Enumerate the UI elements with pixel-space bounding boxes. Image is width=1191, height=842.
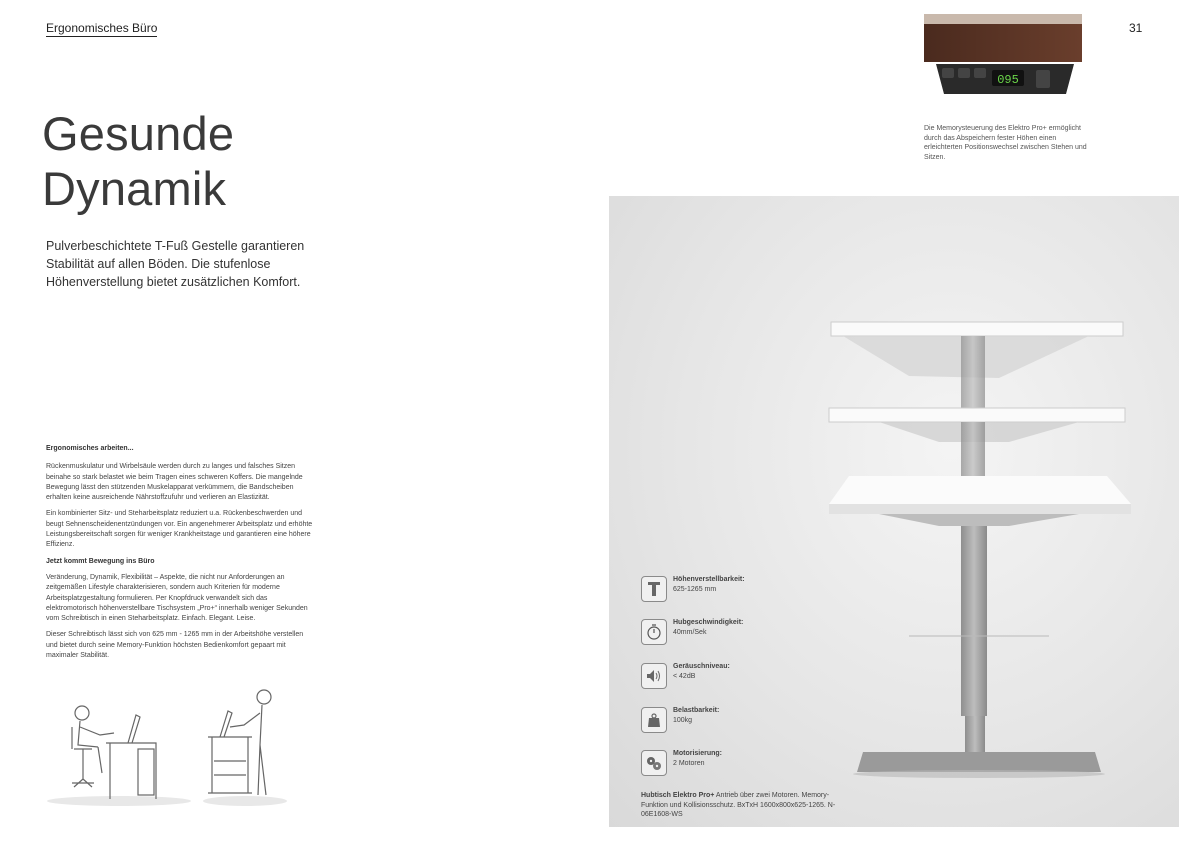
controller-caption: Die Memorysteuerung des Elektro Pro+ ermöglicht durch das Abspeichern fester Höhen einen erleichterten Positionswechsel zwischen Stehen und Sitzen. <box>924 125 1087 161</box>
spec-label: Belastbarkeit: <box>673 707 720 714</box>
spec-value: 100kg <box>673 717 693 724</box>
standing-figure-sketch <box>200 683 290 808</box>
sitting-figure-sketch <box>44 683 194 808</box>
spec-label: Höhenverstellbarkeit: <box>673 576 745 583</box>
body-paragraph-1: Rückenmuskulatur und Wirbelsäule werden durch zu langes und falsches Sitzen beinahe so stark belastet wie beim Tragen eines schweren Koffers. Die mangelnde Bewegung lässt den stützenden Muskelapparat verkümmern, die Bandscheiben erhalten keine ausreichende Nährstoffzufuhr und verlieren an Elastizität. <box>46 463 303 502</box>
desk-illustration <box>609 196 1179 827</box>
weight-icon <box>641 707 667 733</box>
spec-value: 625-1265 mm <box>673 586 717 593</box>
spec-label: Hubgeschwindigkeit: <box>673 619 744 626</box>
spec-value: 40mm/Sek <box>673 629 707 636</box>
product-name: Hubtisch Elektro Pro+ <box>641 792 715 799</box>
body-heading-1: Ergonomisches arbeiten... <box>46 445 134 452</box>
spec-value: < 42dB <box>673 673 696 680</box>
section-label: Ergonomisches Büro <box>46 21 158 35</box>
controller-display: 095 <box>997 73 1019 87</box>
product-caption <box>641 791 841 820</box>
memory-controller-image <box>924 14 1082 96</box>
speaker-icon <box>641 663 667 689</box>
desk-product-photo <box>609 196 1179 827</box>
gears-icon <box>641 750 667 776</box>
body-text <box>46 444 316 667</box>
body-paragraph-4: Dieser Schreibtisch lässt sich von 625 mm - 1265 mm in der Arbeitshöhe verstellen und bietet durch seine Memory-Funktion höchsten Bedienkomfort gepaart mit maximaler Stabilität. <box>46 631 304 660</box>
spec-value: 2 Motoren <box>673 760 705 767</box>
product-description: Antrieb über zwei Motoren. Memory-Funktion und Kollisionsschutz. BxTxH 1600x800x625-1265. N-06E1608-WS <box>641 792 836 818</box>
spec-label: Geräuschniveau: <box>673 663 730 670</box>
body-paragraph-3: Veränderung, Dynamik, Flexibilität – Aspekte, die nicht nur Anforderungen an zeitgemäßen Lifestyle charakterisieren, sondern auch Kriterien für moderne Arbeitsplatzgestaltung formulieren. Per Knopfdruck verwandelt sich das elektromotorisch höhenverstellbare Tischsystem „Pro+“ innerhalb weniger Sekunden vom Schreibtisch in einen Steharbeitsplatz. Einfach. Elegant. Leise. <box>46 573 308 623</box>
spec-label: Motorisierung: <box>673 750 722 757</box>
page-number: 31 <box>1129 21 1143 35</box>
intro-text: Pulverbeschichtete T-Fuß Gestelle garantieren Stabilität auf allen Böden. Die stufenlose Höhenverstellung bietet zusätzlichen Komfort. <box>46 239 305 289</box>
stopwatch-icon <box>641 619 667 645</box>
height-adjust-icon <box>641 576 667 602</box>
title-line-2: Dynamik <box>42 162 227 215</box>
body-heading-2: Jetzt kommt Bewegung ins Büro <box>46 557 155 565</box>
title-line-1: Gesunde <box>42 107 235 160</box>
body-paragraph-2: Ein kombinierter Sitz- und Steharbeitsplatz reduziert u.a. Rückenbeschwerden und beugt Sehnenscheidenentzündungen vor. Ein angenehmerer Arbeitsplatz und erhöhte Leistungsbereitschaft sorgen für weniger Krankheitstage und garantieren eine höhere Effizienz. <box>46 510 313 549</box>
page-title <box>42 106 234 216</box>
